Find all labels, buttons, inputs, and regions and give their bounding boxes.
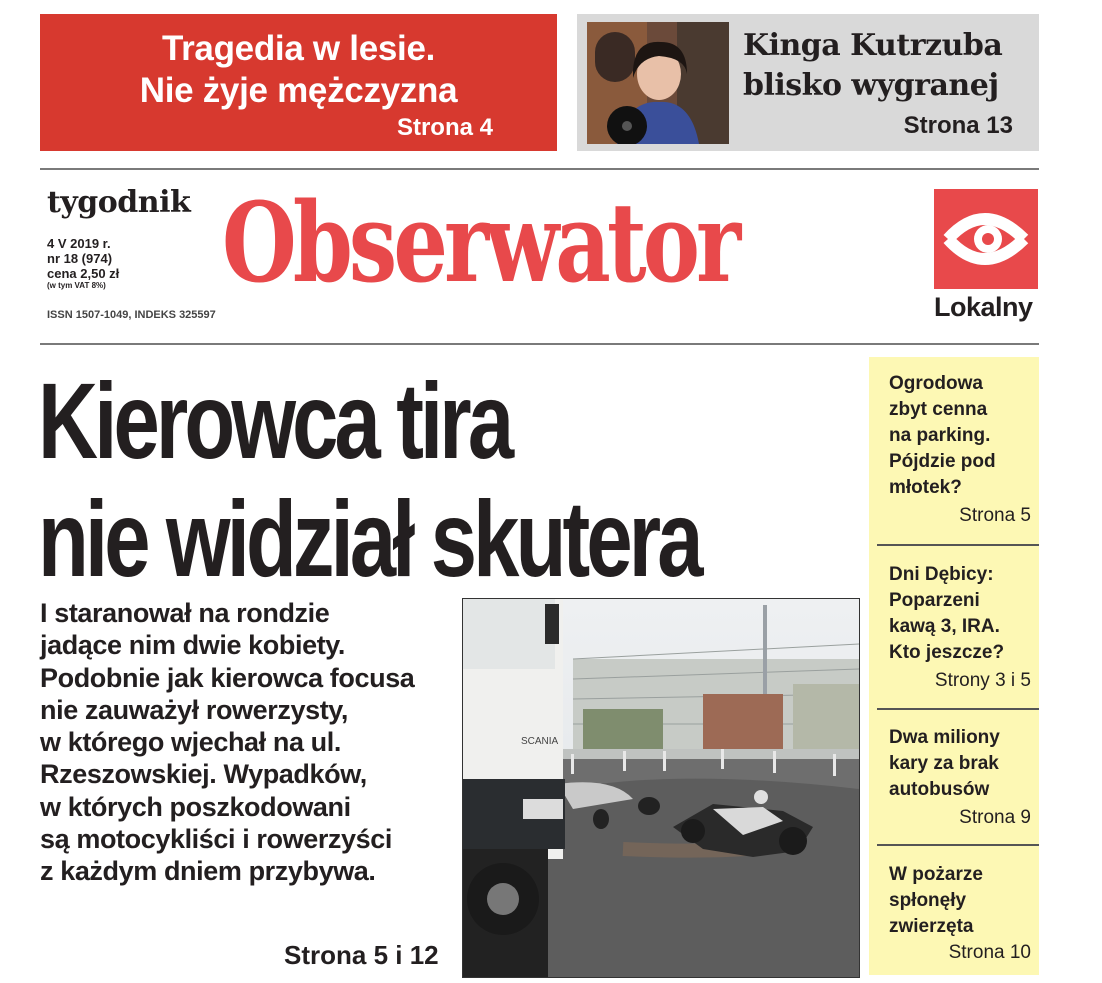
lead-line: jadące nim dwie kobiety. [40,630,346,661]
issue-number: nr 18 (974) [47,251,113,266]
masthead-subtitle: Lokalny [934,292,1033,322]
sidebar-page-ref: Strony 3 i 5 [934,670,1031,691]
lead-line: I staranował na rondzie [40,598,330,628]
sidebar-item-line: Kto jeszcze? [889,642,1005,663]
teaser-page-ref: Strona 13 [903,112,1013,139]
sidebar-item-line: W pożarze [889,864,983,885]
sidebar-item-line: na parking. [889,425,991,446]
publication-type: tygodnik [47,185,191,220]
accident-photo [462,598,860,978]
lead-line: nie zauważył rowerzysty, [40,694,349,725]
teaser-kinga[interactable] [577,14,1039,151]
eye-logo-icon [934,189,1038,289]
lead-line: z każdym dniem przybywa. [40,856,376,887]
sidebar-item-title [889,725,1029,803]
divider [877,544,1039,546]
divider [877,844,1039,846]
teaser-page-ref: Strona 4 [396,114,493,141]
sidebar-item-line: kawą 3, IRA. [889,616,1000,637]
sidebar-page-ref: Strona 5 [959,505,1031,526]
truck-brand: SCANIA [521,736,559,747]
lead-line: Rzeszowskiej. Wypadków, [40,759,367,790]
sidebar-item-line: młotek? [889,477,962,498]
sidebar-item-title [889,862,1029,940]
sidebar-item-line: Dwa miliony [889,727,1000,748]
sidebar-item-line: spłonęły [889,890,967,911]
sidebar-item-line: Ogrodowa [889,373,983,394]
issue-meta [47,236,119,291]
issn-index: ISSN 1507-1049, INDEKS 325597 [47,309,216,321]
sidebar-item-line: Pójdzie pod [889,451,996,472]
lead-line: są motocykliści i rowerzyści [40,824,392,855]
teaser-headline-line: Nie żyje mężczyzna [139,71,458,110]
main-headline[interactable] [38,362,700,598]
lead-line: w których poszkodowani [40,791,351,822]
lead-line: Podobnie jak kierowca focusa [40,662,415,693]
teaser-headline-line: Kinga Kutrzuba [743,28,1003,63]
sidebar-item-title [889,371,1029,501]
teaser-headline-line: Tragedia w lesie. [161,29,436,68]
main-story-page-ref: Strona 5 i 12 [284,940,439,970]
teaser-headline [743,26,1033,106]
issue-date: 4 V 2019 r. [47,236,111,251]
teaser-tragedia[interactable] [40,14,557,151]
masthead-logo: Obserwator [222,178,738,307]
main-headline-line: nie widział skutera [38,478,700,599]
issue-vat: (w tym VAT 8%) [47,281,106,290]
sidebar-item-line: autobusów [889,779,990,800]
lead-line: w którego wjechał na ul. [40,727,341,758]
sidebar-item-line: kary za brak [889,753,999,774]
teaser-headline-line: blisko wygranej [743,68,999,103]
sidebar-item-title [889,562,1029,666]
sidebar-teasers [869,357,1039,975]
divider [40,168,1039,170]
issue-price: cena 2,50 zł [47,266,120,281]
divider [40,343,1039,345]
lead-text [40,597,460,888]
sidebar-item-line: Dni Dębicy: [889,564,994,585]
sidebar-item-line: zwierzęta [889,916,974,937]
teaser-headline [40,28,557,112]
portrait-photo [587,22,729,144]
sidebar-item-line: Poparzeni [889,590,980,611]
sidebar-item-line: zbyt cenna [889,399,988,420]
main-headline-line: Kierowca tira [38,360,511,481]
sidebar-page-ref: Strona 10 [948,942,1031,963]
sidebar-page-ref: Strona 9 [959,807,1031,828]
divider [877,708,1039,710]
